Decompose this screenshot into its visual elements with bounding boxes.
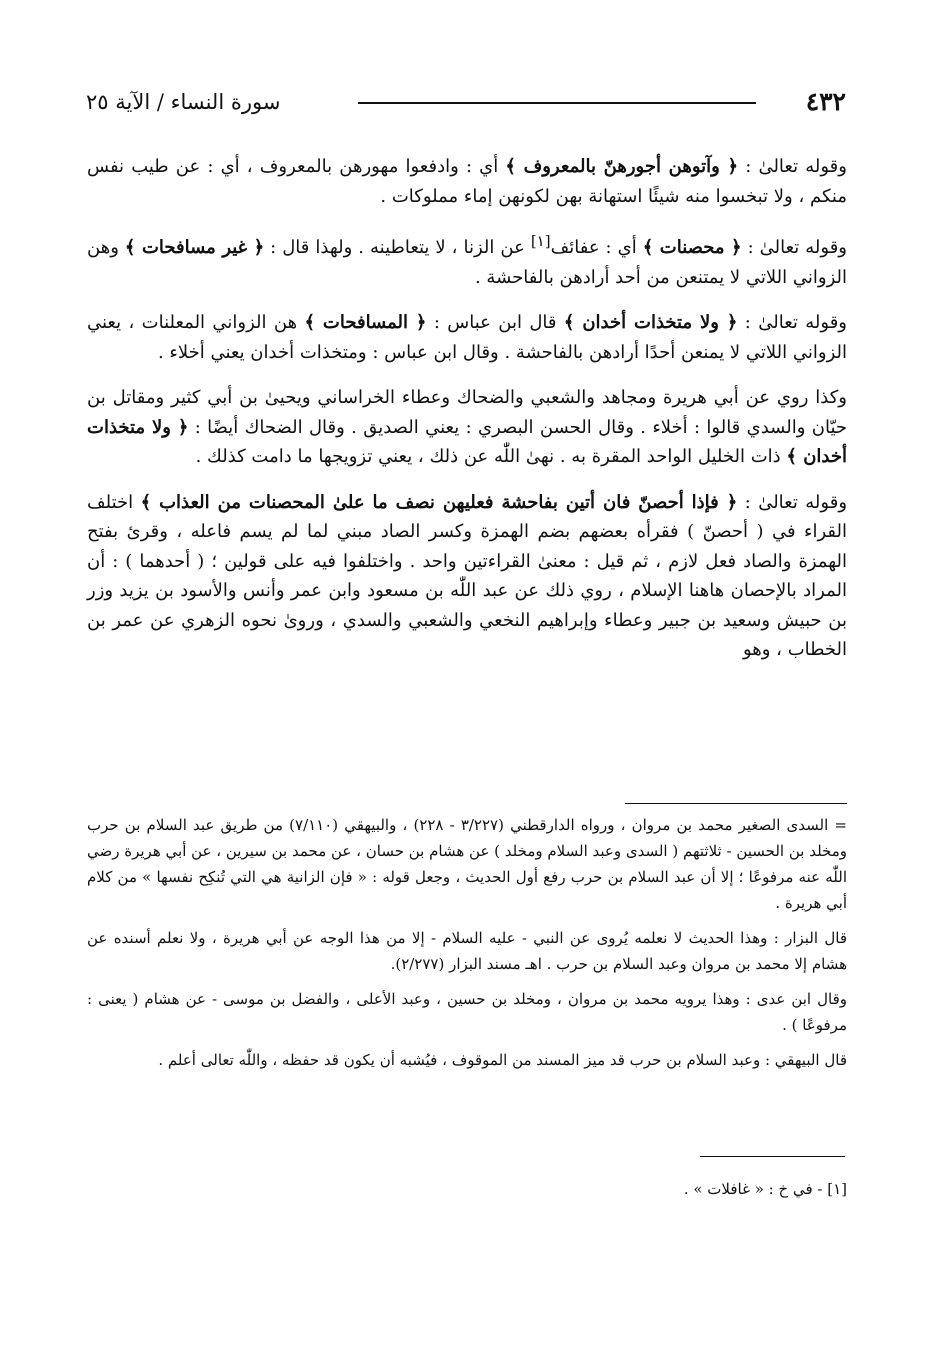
paragraph-5: وقوله تعالىٰ : ﴿ فإذا أحصنّ فان أتين بفاحشة فعليهن نصف ما علىٰ المحصنات من العذاب ﴾ اختلف القراء في ( أحصنّ ) فقرأه بعضهم بضم الهمزة وكسر الصاد مبني لما لم يسم فاعله ، وقرئ بفتح الهمزة والصاد فعل لازم ، ثم قيل : معنىٰ القراءتين واحد . واختلفوا فيه على قولين ؛ ( أحدهما ) : أن المراد بالإحصان هاهنا الإسلام ، روي ذلك عن عبد اللّٰه بن مسعود وابن عمر وأنس والأسود بن يزيد وزر بن حبيش وسعيد بن جبير وعطاء وإبراهيم النخعي والشعبي والسدي ، ورویٰ نحوه الزهري عن عمر بن الخطاب ، وهو <box>87 491 848 660</box>
quran-quote: ﴿ المسافحات ﴾ <box>304 312 427 333</box>
header-rule <box>358 102 756 104</box>
page-number: ٤٣٢ <box>805 87 846 116</box>
quran-quote: ﴿ وآتوهن أجورهنّ بالمعروف ﴾ <box>505 156 739 177</box>
quran-quote: ﴿ غير مسافحات ﴾ <box>124 237 265 258</box>
footnote-paragraph: قال البيهقي : وعبد السلام بن حرب قد ميز المسند من الموقوف ، فيُشبه أن يكون قد حفظه ، واللّٰه تعالى أعلم . <box>158 1051 847 1069</box>
page-header <box>86 82 846 122</box>
manuscript-note: [١] - في خ : « غافلات » . <box>683 1180 847 1198</box>
footnotes <box>87 812 847 1082</box>
footnote-paragraph: = السدى الصغير محمد بن مروان ، ورواه الدارقطني (٣/٢٢٧ - ٢٢٨) ، والبيهقي (٧/١١٠) من طريق عبد السلام بن حرب ومخلد بن الحسين - ثلاثتهم ( السدى وعبد السلام ومخلد ) عن هشام بن حسان ، عن محمد بن سيرين ، عن أبي هريرة رضي اللّٰه عنه مرفوعًا ؛ إلا أن عبد السلام بن حرب رفع أول الحديث ، وجعل قوله : « فإن الزانية هي التي تُنكِح نفسها » من كلام أبي هريرة . <box>87 816 847 912</box>
footnote-paragraph: وقال ابن عدى : وهذا يرويه محمد بن مروان ، ومخلد بن حسين ، وعبد الأعلى ، والفضل بن موسى - عن هشام ( يعنى : مرفوعًا ) . <box>87 990 847 1034</box>
main-text <box>87 152 847 681</box>
running-title: سورة النساء / الآية ٢٥ <box>86 90 281 114</box>
paragraph-2: وقوله تعالىٰ : ﴿ محصنات ﴾ أي : عفائف[١] عن الزنا ، لا يتعاطينه . ولهذا قال : ﴿ غير مسافحات ﴾ وهن الزواني اللاتي لا يمتنعن من أحد أرادهن بالفاحشة . <box>87 232 847 288</box>
quran-quote: ﴿ ولا متخذات أخدان ﴾ <box>563 312 738 333</box>
footnote-separator <box>625 803 847 804</box>
paragraph-1: وقوله تعالىٰ : ﴿ وآتوهن أجورهنّ بالمعروف ﴾ أي : وادفعوا مهورهن بالمعروف ، أي : عن طيب نفس منكم ، ولا تبخسوا منه شيئًا استهانة بهن لكونهن إماء مملوكات . <box>87 156 847 207</box>
quran-quote: ﴿ محصنات ﴾ <box>642 237 742 258</box>
quran-quote: ﴿ ولا متخذات أخدان ﴾ <box>87 416 847 467</box>
paragraph-4: وكذا روي عن أبي هريرة ومجاهد والشعبي والضحاك وعطاء الخراساني ويحيىٰ بن أبي كثير ومقاتل بن حيّان والسدي قالوا : أخلاء . وقال الحسن البصري : يعني الصديق . وقال الضحاك أيضًا : ﴿ ولا متخذات أخدان ﴾ ذات الخليل الواحد المقرة به . نهىٰ اللّٰه عن ذلك ، يعني تزويجها ما دامت كذلك . <box>87 387 848 467</box>
footnote-ref: [١] <box>530 232 551 250</box>
bottom-separator <box>700 1156 845 1157</box>
paragraph-3: وقوله تعالىٰ : ﴿ ولا متخذات أخدان ﴾ قال ابن عباس : ﴿ المسافحات ﴾ هن الزواني المعلنات ، يعني الزواني اللاتي لا يمنعن أحدًا أرادهن بالفاحشة . وقال ابن عباس : ومتخذات أخدان يعني أخلاء . <box>87 312 847 363</box>
quran-quote: ﴿ فإذا أحصنّ فان أتين بفاحشة فعليهن نصف ما علىٰ المحصنات من العذاب ﴾ <box>140 491 738 513</box>
footnote-paragraph: قال البزار : وهذا الحديث لا نعلمه يُروى عن النبي - عليه السلام - إلا من هذا الوجه عن أبي هريرة ، ولا نعلم أسنده عن هشام إلا محمد بن مروان وعبد السلام بن حرب . اهـ مسند البزار (٢/٢٧٧). <box>87 929 847 973</box>
